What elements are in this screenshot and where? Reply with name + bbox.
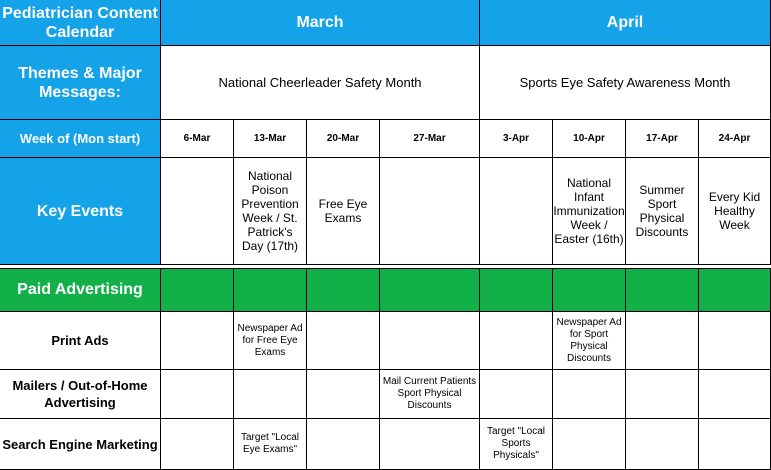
calendar-title: Pediatrician Content Calendar [0, 0, 161, 46]
mailer-cell [161, 370, 234, 419]
week-of-label: Week of (Mon start) [0, 120, 161, 158]
sem-label: Search Engine Marketing [0, 419, 161, 470]
week-header: 20-Mar [307, 120, 380, 158]
theme-april: Sports Eye Safety Awareness Month [480, 46, 771, 120]
sem-cell [307, 419, 380, 470]
week-header: 27-Mar [380, 120, 480, 158]
month-april-header: April [480, 0, 771, 46]
sem-cell [553, 419, 626, 470]
week-header: 3-Apr [480, 120, 553, 158]
paid-advertising-cell [480, 269, 553, 312]
print-ad-cell [626, 312, 699, 370]
key-event-cell: Free Eye Exams [307, 158, 380, 265]
key-event-cell [161, 158, 234, 265]
mailer-cell [553, 370, 626, 419]
print-ad-cell: Newspaper Ad for Sport Physical Discounts [553, 312, 626, 370]
print-ad-cell [699, 312, 771, 370]
mailer-cell [307, 370, 380, 419]
paid-advertising-cell [161, 269, 234, 312]
mailer-cell: Mail Current Patients Sport Physical Discounts [380, 370, 480, 419]
paid-advertising-cell [626, 269, 699, 312]
sem-cell [380, 419, 480, 470]
key-event-cell [380, 158, 480, 265]
mailers-label: Mailers / Out-of-Home Advertising [0, 370, 161, 419]
mailer-cell [626, 370, 699, 419]
mailer-cell [699, 370, 771, 419]
week-header: 6-Mar [161, 120, 234, 158]
key-event-cell: National Infant Immunization Week / Easter (16th) [553, 158, 626, 265]
key-event-cell: National Poison Prevention Week / St. Patrick's Day (17th) [234, 158, 307, 265]
key-event-cell [480, 158, 553, 265]
themes-label: Themes & Major Messages: [0, 46, 161, 120]
paid-advertising-cell [380, 269, 480, 312]
month-march-header: March [161, 0, 480, 46]
key-event-cell: Summer Sport Physical Discounts [626, 158, 699, 265]
sem-cell [699, 419, 771, 470]
week-header: 24-Apr [699, 120, 771, 158]
theme-march: National Cheerleader Safety Month [161, 46, 480, 120]
paid-advertising-cell [307, 269, 380, 312]
print-ad-cell [307, 312, 380, 370]
sem-cell: Target "Local Sports Physicals" [480, 419, 553, 470]
paid-advertising-cell [234, 269, 307, 312]
print-ads-label: Print Ads [0, 312, 161, 370]
print-ad-cell [480, 312, 553, 370]
mailer-cell [234, 370, 307, 419]
print-ad-cell: Newspaper Ad for Free Eye Exams [234, 312, 307, 370]
key-events-label: Key Events [0, 158, 161, 265]
print-ad-cell [380, 312, 480, 370]
paid-advertising-cell [553, 269, 626, 312]
week-header: 13-Mar [234, 120, 307, 158]
paid-advertising-label: Paid Advertising [0, 269, 161, 312]
sem-cell: Target "Local Eye Exams" [234, 419, 307, 470]
week-header: 10-Apr [553, 120, 626, 158]
mailer-cell [480, 370, 553, 419]
week-header: 17-Apr [626, 120, 699, 158]
paid-advertising-cell [699, 269, 771, 312]
sem-cell [626, 419, 699, 470]
sem-cell [161, 419, 234, 470]
print-ad-cell [161, 312, 234, 370]
key-event-cell: Every Kid Healthy Week [699, 158, 771, 265]
